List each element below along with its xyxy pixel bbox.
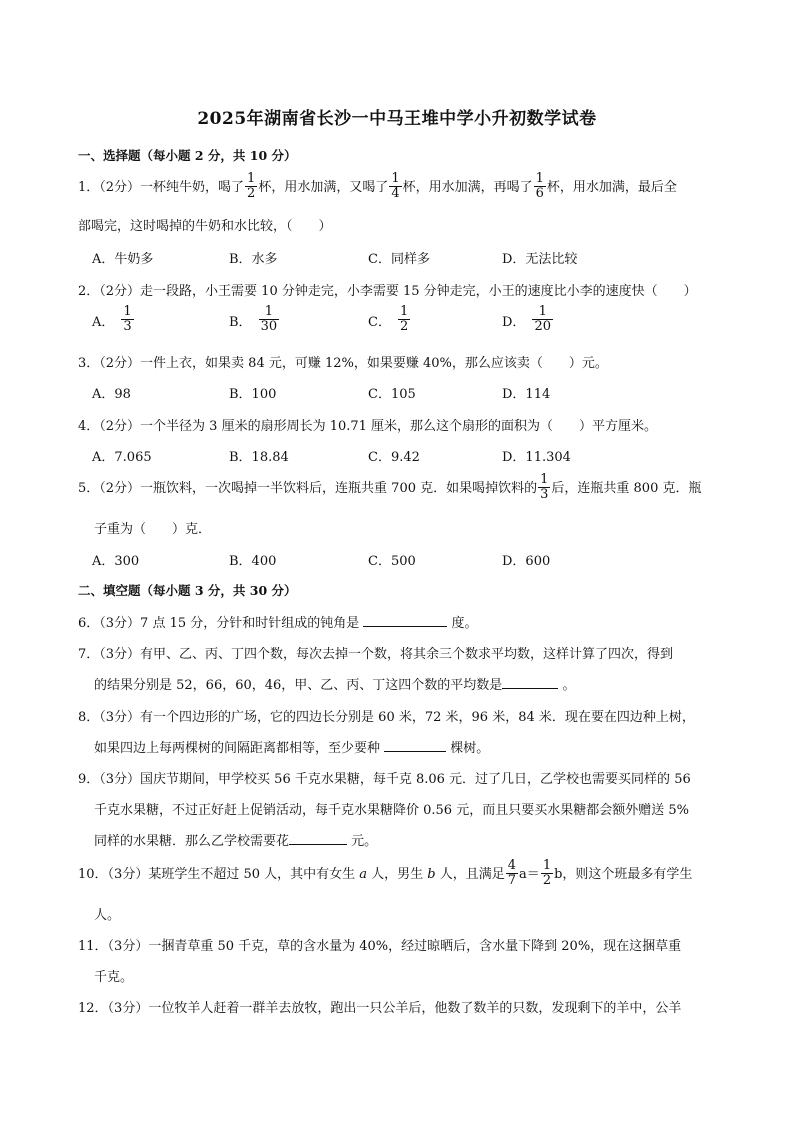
- option-d[interactable]: D．600: [502, 554, 551, 569]
- option-c[interactable]: C． $\frac{1}{2}$: [368, 304, 409, 334]
- question-7-line-2: 的结果分别是 52，66，60，46，甲、乙、丙、丁这四个数的平均数是 。: [94, 678, 576, 693]
- q5-text-a: 5．（2分）一瓶饮料，一次喝掉一半饮料后，连瓶共重 700 克．如果喝掉饮料的: [78, 481, 538, 496]
- q5-text-b: 后，连瓶共重 800 克．瓶: [551, 481, 702, 496]
- question-6-line-1: 6．（3分）7 点 15 分，分针和时针组成的钝角是 度。: [78, 616, 478, 631]
- option-c[interactable]: C．同样多: [368, 252, 430, 267]
- option-a[interactable]: A．牛奶多: [92, 252, 154, 267]
- section-1-heading: 一、选择题（每小题 2 分，共 10 分）: [78, 148, 297, 163]
- option-d[interactable]: D． $\frac{1}{20}$: [502, 304, 551, 334]
- question-3-line-1: 3．（2分）一件上衣，如果卖 84 元，可赚 12%，如果要赚 40%，那么应该卖（ ）元。: [78, 356, 608, 371]
- option-d[interactable]: D．无法比较: [502, 252, 578, 267]
- question-2-options: [92, 306, 712, 340]
- option-c[interactable]: C．500: [368, 554, 416, 569]
- question-1-options: [92, 248, 712, 272]
- fraction: $\frac{1}{3}$: [540, 472, 549, 502]
- option-d[interactable]: D．114: [502, 387, 551, 402]
- answer-blank[interactable]: [384, 739, 446, 752]
- fraction: $\frac{4}{7}$: [507, 858, 517, 888]
- fraction: $\frac{1}{4}$: [391, 171, 400, 201]
- option-b[interactable]: B．100: [229, 387, 277, 402]
- option-a[interactable]: A．98: [92, 387, 131, 402]
- question-12-line-1: 12．（3分）一位牧羊人赶着一群羊去放牧，跑出一只公羊后，他数了数羊的只数，发现剩下的羊中，公羊: [78, 1001, 682, 1016]
- question-4-line-1: 4．（2分）一个半径为 3 厘米的扇形周长为 10.71 厘米，那么这个扇形的面积为（ ）平方厘米。: [78, 419, 658, 434]
- fraction: $\frac{1}{2}$: [247, 171, 256, 201]
- fraction: $\frac{1}{2}$: [542, 858, 552, 888]
- question-11-line-2: 千克。: [94, 970, 134, 985]
- question-1-line-2: 部喝完，这时喝掉的牛奶和水比较，（ ）: [78, 219, 332, 234]
- question-5-line-2: 子重为（ ）克．: [94, 522, 212, 537]
- option-d[interactable]: D．11.304: [502, 450, 571, 465]
- question-10-line-1: 10．（3分）某班学生不超过 50 人，其中有女生 a 人，男生 b 人，且满足 $\frac{4}{7}$ a＝ $\frac{1}{2}$ b，则这个班最多有学生: [78, 858, 693, 888]
- question-9-line-1: 9．（3分）国庆节期间，甲学校买 56 千克水果糖，每千克 8.06 元．过了几日，乙学校也需要买同样的 56: [78, 772, 691, 787]
- question-5-line-1: [78, 474, 701, 503]
- question-5-options: [92, 550, 712, 574]
- exam-title: 2025年湖南省长沙一中马王堆中学小升初数学试卷: [197, 109, 597, 129]
- question-4-options: [92, 446, 712, 470]
- q1-text-d: 杯，用水加满，最后全: [546, 180, 677, 195]
- option-b[interactable]: B．400: [229, 554, 277, 569]
- q1-text-a: 1．（2分）一杯纯牛奶，喝了: [78, 180, 245, 195]
- question-11-line-1: 11．（3分）一捆青草重 50 千克，草的含水量为 40%，经过晾晒后，含水量下降到 20%，现在这捆草重: [78, 939, 682, 954]
- option-c[interactable]: C．105: [368, 387, 416, 402]
- option-b[interactable]: B．18.84: [229, 450, 289, 465]
- question-1-line-1: [78, 173, 677, 202]
- fraction: $\frac{1}{6}$: [535, 171, 544, 201]
- option-b[interactable]: B． $\frac{1}{30}$: [229, 304, 278, 334]
- question-9-line-3: 同样的水果糖．那么乙学校需要花 元。: [94, 834, 378, 849]
- option-b[interactable]: B．水多: [229, 252, 278, 267]
- answer-blank[interactable]: [363, 614, 447, 627]
- question-9-line-2: 千克水果糖，不过正好赶上促销活动，每千克水果糖降价 0.56 元，而且只要买水果糖都会额外赠送 5%: [94, 803, 689, 818]
- q1-text-b: 杯，用水加满，又喝了: [258, 180, 389, 195]
- question-2-line-1: 2．（2分）走一段路，小王需要 10 分钟走完，小李需要 15 分钟走完，小王的速度比小李的速度快（ ）: [78, 284, 697, 299]
- answer-blank[interactable]: [502, 676, 558, 689]
- option-c[interactable]: C．9.42: [368, 450, 420, 465]
- question-8-line-2: 如果四边上每两棵树的间隔距离都相等，至少要种 棵树。: [94, 741, 490, 756]
- option-a[interactable]: A．7.065: [92, 450, 152, 465]
- q1-text-c: 杯，用水加满，再喝了: [402, 180, 533, 195]
- question-7-line-1: 7．（3分）有甲、乙、丙、丁四个数，每次去掉一个数，将其余三个数求平均数，这样计算了四次，得到: [78, 647, 674, 662]
- question-10-line-2: 人。: [94, 908, 121, 923]
- question-3-options: [92, 383, 712, 407]
- option-a[interactable]: A． $\frac{1}{3}$: [92, 304, 132, 334]
- option-a[interactable]: A．300: [92, 554, 140, 569]
- question-8-line-1: 8．（3分）有一个四边形的广场，它的四边长分别是 60 米，72 米，96 米，84 米．现在要在四边种上树，: [78, 710, 695, 725]
- section-2-heading: 二、填空题（每小题 3 分，共 30 分）: [78, 583, 297, 598]
- answer-blank[interactable]: [289, 832, 347, 845]
